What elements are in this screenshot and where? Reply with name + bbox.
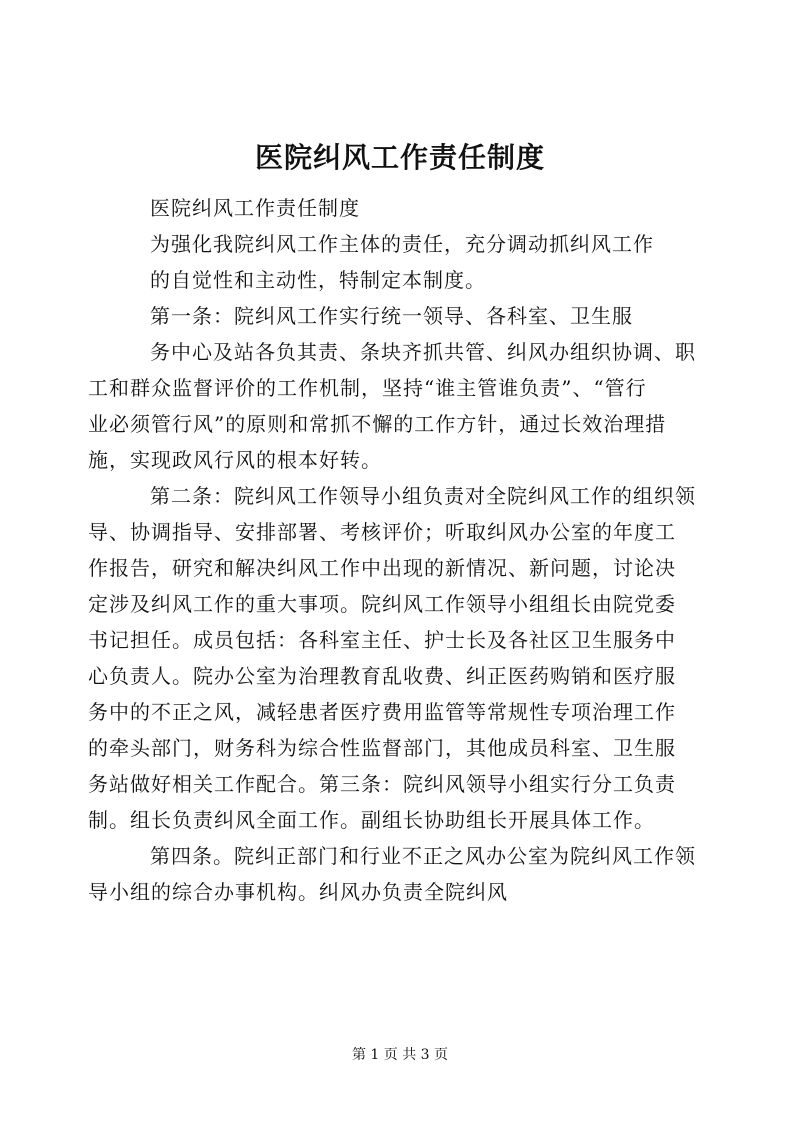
body-line: 第一条：院纠风工作实行统一领导、各科室、卫生服 xyxy=(150,304,633,328)
page-footer: 第 1 页 共 3 页 xyxy=(351,1047,449,1063)
body-line: 书记担任。成员包括：各科室主任、护士长及各社区卫生服务中 xyxy=(88,628,676,652)
document-title: 医院纠风工作责任制度 xyxy=(254,141,545,174)
body-line: 务中心及站各负其责、条块齐抓共管、纠风办组织协调、职 xyxy=(150,340,696,364)
body-line: 业必须管行风”的原则和常抓不懈的工作方针，通过长效治理措 xyxy=(88,412,667,436)
body-line: 务中的不正之风，减轻患者医疗费用监管等常规性专项治理工作 xyxy=(88,700,676,724)
document-body xyxy=(88,190,720,910)
body-line: 制。组长负责纠风全面工作。副组长协助组长开展具体工作。 xyxy=(88,808,655,832)
body-line: 定涉及纠风工作的重大事项。院纠风工作领导小组组长由院党委 xyxy=(88,592,676,616)
body-line: 心负责人。院办公室为治理教育乱收费、纠正医药购销和医疗服 xyxy=(88,664,676,688)
body-line: 作报告，研究和解决纠风工作中出现的新情况、新问题，讨论决 xyxy=(88,556,676,580)
body-line: 第二条：院纠风工作领导小组负责对全院纠风工作的组织领 xyxy=(150,484,696,508)
body-line: 为强化我院纠风工作主体的责任，充分调动抓纠风工作 xyxy=(150,232,654,256)
body-line: 导小组的综合办事机构。纠风办负责全院纠风 xyxy=(88,880,508,904)
body-line: 的牵头部门，财务科为综合性监督部门，其他成员科室、卫生服 xyxy=(88,736,676,760)
body-line: 的自觉性和主动性，特制定本制度。 xyxy=(150,268,486,292)
body-line: 务站做好相关工作配合。第三条：院纠风领导小组实行分工负责 xyxy=(88,772,676,796)
body-line: 第四条。院纠正部门和行业不正之风办公室为院纠风工作领 xyxy=(150,844,696,868)
body-line: 医院纠风工作责任制度 xyxy=(150,196,360,220)
body-line: 施，实现政风行风的根本好转。 xyxy=(88,448,382,472)
body-line: 导、协调指导、安排部署、考核评价；听取纠风办公室的年度工 xyxy=(88,520,676,544)
body-line: 工和群众监督评价的工作机制，坚持“谁主管谁负责”、“管行 xyxy=(88,376,647,400)
